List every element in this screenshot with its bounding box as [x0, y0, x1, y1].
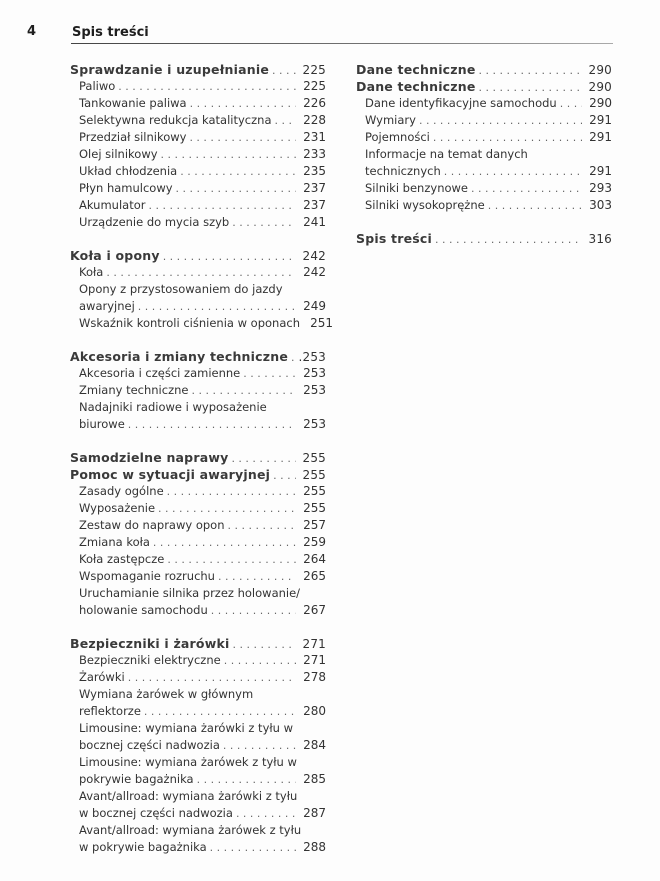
leader-dots — [243, 365, 296, 382]
toc-entry-line1[interactable] — [70, 399, 326, 416]
toc-section-entry[interactable] — [70, 466, 326, 483]
leader-dots — [148, 197, 296, 214]
toc-section-title: Bezpieczniki i żarówki — [70, 636, 230, 651]
section-spacer — [356, 214, 612, 230]
toc-entry[interactable] — [70, 214, 326, 231]
toc-section-entry[interactable] — [70, 449, 326, 466]
toc-entry-title: biurowe — [79, 417, 125, 431]
toc-page-number: 278 — [303, 670, 326, 684]
toc-page-number: 257 — [303, 518, 326, 532]
toc-entry-title: Wspomaganie rozruchu — [79, 569, 215, 583]
toc-section-entry[interactable] — [356, 230, 612, 247]
leader-dots — [197, 771, 296, 788]
leader-dots — [210, 839, 296, 856]
toc-entry-line1[interactable] — [70, 720, 326, 737]
toc-entry[interactable] — [356, 163, 612, 180]
toc-page-number: 225 — [303, 79, 326, 93]
toc-entry-title: Zmiana koła — [79, 535, 150, 549]
toc-entry-title: Tankowanie paliwa — [79, 96, 187, 110]
toc-page-number: 237 — [303, 181, 326, 195]
leader-dots — [479, 79, 582, 96]
toc-section-entry[interactable] — [70, 61, 326, 78]
toc-page-number: 231 — [303, 130, 326, 144]
toc-entry-title: Selektywna redukcja katalityczna — [79, 113, 272, 127]
toc-entry[interactable] — [70, 652, 326, 669]
header-divider — [71, 43, 613, 44]
toc-page-number: 290 — [588, 80, 612, 94]
leader-dots — [158, 500, 296, 517]
toc-entry[interactable] — [70, 129, 326, 146]
toc-page-number: 265 — [303, 569, 326, 583]
toc-left-column — [70, 61, 333, 856]
toc-entry[interactable] — [356, 129, 612, 146]
toc-entry[interactable] — [70, 146, 326, 163]
section-spacer — [70, 332, 326, 348]
leader-dots — [118, 78, 296, 95]
toc-entry-title: Bezpieczniki elektryczne — [79, 653, 221, 667]
leader-dots — [419, 112, 582, 129]
toc-page-number: 285 — [303, 772, 326, 786]
toc-page-number: 259 — [303, 535, 326, 549]
toc-entry-title: Wymiary — [365, 113, 416, 127]
toc-entry[interactable] — [70, 602, 326, 619]
leader-dots — [144, 703, 296, 720]
toc-entry-title: Płyn hamulcowy — [79, 181, 173, 195]
leader-dots — [231, 450, 296, 467]
toc-entry-title: technicznych — [365, 164, 441, 178]
toc-page-number: 288 — [303, 840, 326, 854]
toc-section-entry[interactable] — [356, 61, 612, 78]
toc-entry-title: pokrywie bagażnika — [79, 772, 194, 786]
toc-entry-title-line1: Limousine: wymiana żarówki z tyłu w — [79, 721, 293, 735]
toc-entry-title-line1: Limousine: wymiana żarówek z tyłu w — [79, 755, 297, 769]
toc-page-number: 303 — [589, 198, 612, 212]
toc-entry-title-line1: Wymiana żarówek w głównym — [79, 687, 254, 701]
toc-entry[interactable] — [70, 95, 326, 112]
toc-entry-title: Wyposażenie — [79, 501, 156, 515]
toc-entry-title: Zestaw do naprawy opon — [79, 518, 225, 532]
toc-entry[interactable] — [70, 416, 326, 433]
toc-entry[interactable] — [70, 839, 326, 856]
toc-entry-title-line1: Opony z przystosowaniem do jazdy — [79, 282, 283, 296]
toc-page-number: 235 — [303, 164, 326, 178]
leader-dots — [224, 652, 296, 669]
toc-section-title: Akcesoria i zmiany techniczne — [70, 349, 289, 364]
leader-dots — [167, 551, 296, 568]
leader-dots — [291, 349, 294, 366]
toc-entry-title: Zasady ogólne — [79, 484, 164, 498]
toc-entry-title: Przedział silnikowy — [79, 130, 187, 144]
toc-section-title: Koła i opony — [70, 248, 160, 263]
toc-entry-title: Silniki wysokoprężne — [365, 198, 485, 212]
page-title: Spis treści — [72, 25, 149, 40]
toc-section-entry[interactable] — [70, 635, 326, 652]
leader-dots — [128, 416, 296, 433]
toc-entry-line1[interactable] — [70, 754, 326, 771]
leader-dots — [232, 636, 296, 653]
section-spacer — [70, 619, 326, 635]
toc-entry[interactable] — [356, 180, 612, 197]
toc-page-number: 316 — [588, 232, 612, 246]
toc-page-number: 225 — [302, 63, 326, 77]
toc-entry-line1[interactable] — [70, 788, 326, 805]
leader-dots — [435, 231, 582, 248]
toc-page-number: 242 — [303, 265, 326, 279]
toc-section-entry[interactable] — [70, 247, 326, 264]
toc-entry[interactable] — [70, 805, 326, 822]
leader-dots — [273, 467, 296, 484]
toc-page-number: 264 — [303, 552, 326, 566]
leader-dots — [560, 95, 582, 112]
toc-section-title: Pomoc w sytuacji awaryjnej — [70, 467, 271, 482]
toc-page-number: 255 — [303, 501, 326, 515]
toc-page-number: 280 — [303, 704, 326, 718]
page-number: 4 — [27, 24, 37, 39]
toc-entry-title-line1: Avant/allroad: wymiana żarówki z tyłu — [79, 789, 298, 803]
toc-page-number: 253 — [303, 383, 326, 397]
toc-page-number: 267 — [303, 603, 326, 617]
toc-entry-title: Akumulator — [79, 198, 146, 212]
toc-entry[interactable] — [70, 365, 326, 382]
leader-dots — [479, 62, 582, 79]
toc-page-number: 293 — [589, 181, 612, 195]
toc-entry[interactable] — [356, 112, 612, 129]
toc-section-title: Spis treści — [356, 231, 432, 246]
toc-entry-title: Dane identyfikacyjne samochodu — [365, 96, 557, 110]
toc-entry-title: Żarówki — [79, 670, 125, 684]
toc-page-number: .253 — [298, 350, 326, 364]
toc-entry[interactable] — [356, 197, 612, 214]
leader-dots — [236, 805, 296, 822]
toc-entry-title: Silniki benzynowe — [365, 181, 468, 195]
toc-page-number: 255 — [302, 468, 326, 482]
leader-dots — [190, 95, 296, 112]
toc-page-number: 284 — [303, 738, 326, 752]
toc-page-number: 290 — [589, 96, 612, 110]
toc-entry[interactable] — [70, 517, 326, 534]
toc-page-number: 251 — [310, 316, 333, 330]
leader-dots — [232, 214, 296, 231]
toc-section-title: Samodzielne naprawy — [70, 450, 229, 465]
toc-entry[interactable] — [356, 95, 612, 112]
leader-dots — [218, 568, 296, 585]
toc-entry-line1[interactable] — [70, 281, 326, 298]
toc-entry-title-line1: Nadajniki radiowe i wyposażenie — [79, 400, 267, 414]
toc-section-entry[interactable] — [356, 78, 612, 95]
toc-entry[interactable] — [70, 112, 326, 129]
toc-entry-line1[interactable] — [70, 585, 326, 602]
toc-section-title: Dane techniczne — [356, 79, 476, 94]
leader-dots — [106, 264, 296, 281]
toc-page-number: 253 — [303, 366, 326, 380]
toc-entry[interactable] — [70, 703, 326, 720]
leader-dots — [272, 62, 296, 79]
toc-entry-title: Zmiany techniczne — [79, 383, 189, 397]
leader-dots — [176, 180, 296, 197]
toc-page-number: 241 — [303, 215, 326, 229]
toc-entry[interactable] — [70, 483, 326, 500]
toc-entry-title: reflektorze — [79, 704, 141, 718]
toc-page-number: 287 — [303, 806, 326, 820]
leader-dots — [163, 248, 296, 265]
leader-dots — [471, 180, 582, 197]
section-spacer — [70, 231, 326, 247]
toc-entry[interactable] — [70, 737, 326, 754]
leader-dots — [128, 669, 296, 686]
toc-entry-title: awaryjnej — [79, 299, 135, 313]
leader-dots — [153, 534, 296, 551]
toc-entry[interactable] — [70, 163, 326, 180]
toc-page-number: 291 — [589, 164, 612, 178]
toc-entry[interactable] — [70, 298, 326, 315]
leader-dots — [161, 146, 296, 163]
toc-page-number: 255 — [303, 484, 326, 498]
toc-entry-title: w pokrywie bagażnika — [79, 840, 207, 854]
leader-dots — [211, 602, 296, 619]
leader-dots — [180, 163, 296, 180]
toc-entry[interactable] — [70, 771, 326, 788]
toc-page-number: 249 — [303, 299, 326, 313]
toc-entry-title: bocznej części nadwozia — [79, 738, 220, 752]
toc-entry-title-line1: Avant/allroad: wymiana żarówek z tyłu — [79, 823, 302, 837]
toc-entry-title: Urządzenie do mycia szyb — [79, 215, 230, 229]
toc-entry[interactable] — [70, 500, 326, 517]
toc-entry-title: Paliwo — [79, 79, 116, 93]
toc-page-number: 291 — [589, 113, 612, 127]
toc-entry[interactable] — [70, 78, 326, 95]
toc-entry[interactable] — [70, 264, 326, 281]
toc-page-number: 242 — [302, 249, 326, 263]
leader-dots — [223, 737, 296, 754]
toc-page-number: 271 — [303, 653, 326, 667]
toc-page-number: 291 — [589, 130, 612, 144]
toc-entry[interactable] — [70, 315, 333, 332]
leader-dots — [444, 163, 582, 180]
leader-dots — [433, 129, 582, 146]
toc-entry-title: Olej silnikowy — [79, 147, 158, 161]
leader-dots — [138, 298, 296, 315]
toc-page-number: 271 — [302, 637, 326, 651]
toc-entry[interactable] — [70, 534, 326, 551]
toc-entry-line1[interactable] — [70, 686, 326, 703]
toc-entry[interactable] — [70, 568, 326, 585]
leader-dots — [191, 382, 296, 399]
toc-entry-title: Wskaźnik kontroli ciśnienia w oponach — [79, 316, 300, 330]
leader-dots — [275, 112, 297, 129]
leader-dots — [167, 483, 296, 500]
toc-page-number: 255 — [302, 451, 326, 465]
toc-entry-line1[interactable] — [70, 822, 326, 839]
toc-entry-title-line1: Uruchamianie silnika przez holowanie/ — [79, 586, 301, 600]
toc-entry[interactable] — [70, 551, 326, 568]
toc-entry[interactable] — [70, 197, 326, 214]
leader-dots — [488, 197, 582, 214]
toc-section-title: Sprawdzanie i uzupełnianie — [70, 62, 270, 77]
toc-entry-title: holowanie samochodu — [79, 603, 208, 617]
toc-page-number: 253 — [303, 417, 326, 431]
section-spacer — [70, 433, 326, 449]
leader-dots — [189, 129, 296, 146]
toc-page-number: 290 — [588, 63, 612, 77]
toc-entry-title: Koła zastępcze — [79, 552, 165, 566]
toc-entry-title-line1: Informacje na temat danych — [365, 147, 528, 161]
toc-entry-title: Układ chłodzenia — [79, 164, 178, 178]
toc-entry[interactable] — [70, 382, 326, 399]
toc-section-title: Dane techniczne — [356, 62, 476, 77]
toc-entry-line1[interactable] — [356, 146, 612, 163]
leader-dots — [228, 517, 297, 534]
toc-entry-title: w bocznej części nadwozia — [79, 806, 233, 820]
toc-page-number: 233 — [303, 147, 326, 161]
toc-entry[interactable] — [70, 669, 326, 686]
toc-entry-title: Koła — [79, 265, 104, 279]
toc-page-number: 228 — [303, 113, 326, 127]
toc-page-number: 237 — [303, 198, 326, 212]
toc-page-number: 226 — [303, 96, 326, 110]
toc-entry[interactable] — [70, 180, 326, 197]
toc-entry-title: Akcesoria i części zamienne — [79, 366, 241, 380]
toc-right-column — [356, 61, 612, 247]
toc-section-entry[interactable] — [70, 348, 326, 365]
toc-entry-title: Pojemności — [365, 130, 430, 144]
